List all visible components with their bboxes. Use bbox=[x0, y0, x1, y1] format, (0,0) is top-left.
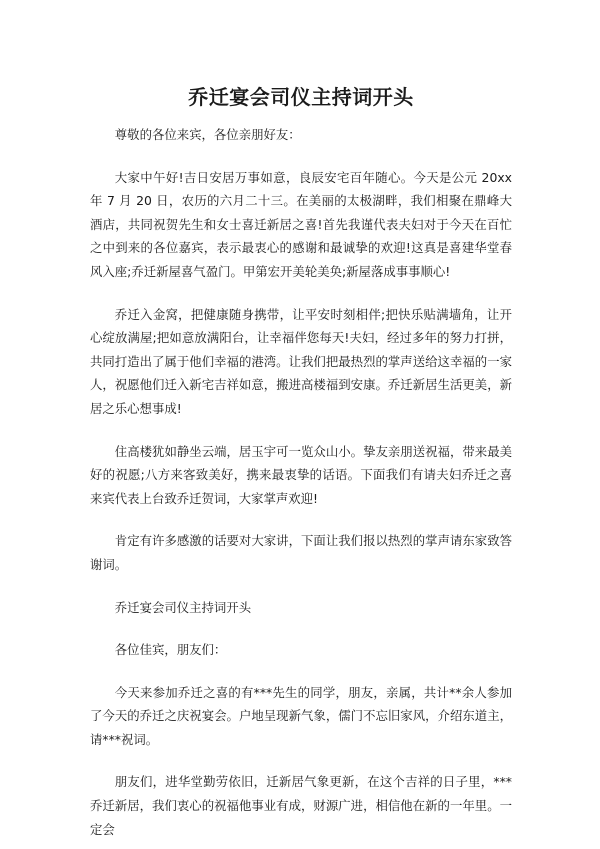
body-paragraph: 乔迁入金窝，把健康随身携带，让平安时刻相伴;把快乐贴满墙角，让开心绽放满屋;把如意放满阳台，让幸福伴您每天!夫妇，经过多年的努力打拼，共同打造出了属于他们幸福的港湾。让我们把最热烈的掌声送给这幸福的一家人，祝愿他们迁入新宅吉祥如意，搬进高楼福到安康。乔迁新居生活更美，新居之乐心想事成! bbox=[90, 306, 512, 416]
document-title: 乔迁宴会司仪主持词开头 bbox=[188, 85, 414, 109]
body-paragraph: 朋友们，进华堂勤劳依旧，迁新居气象更新，在这个吉祥的日子里，***乔迁新居，我们衷心的祝福他事业有成，财源广进，相信他在新的一年里。一定会 bbox=[90, 774, 512, 837]
section-heading-paragraph: 乔迁宴会司仪主持词开头 bbox=[114, 599, 252, 615]
body-paragraph: 大家中午好!吉日安居万事如意，良辰安宅百年随心。今天是公元 20xx 年 7 月 20 日，农历的六月二十三。在美丽的太极湖畔，我们相聚在鼎峰大酒店，共同祝贺先生和女士喜迁新居之喜!首先我谨代表夫妇对于今天在百忙之中到来的各位嘉宾，表示最衷心的感谢和最诚挚的欢迎!这真是喜建华堂春风入座;乔迁新屋喜气盈门。甲第宏开美轮美奂;新屋落成事事顺心! bbox=[90, 169, 512, 279]
body-paragraph: 肯定有许多感激的话要对大家讲，下面让我们报以热烈的掌声请东家致答谢词。 bbox=[90, 533, 512, 572]
body-paragraph: 今天来参加乔迁之喜的有***先生的同学，朋友，亲属，共计**余人参加了今天的乔迁之庆祝宴会。户地呈现新气象，儒门不忘旧家风，介绍东道主，请***祝词。 bbox=[90, 684, 512, 747]
body-paragraph: 住高楼犹如静坐云端，居玉宇可一览众山小。挚友亲朋送祝福，带来最美好的祝愿;八方来客致美好，携来最衷挚的话语。下面我们有请夫妇乔迁之喜来宾代表上台致乔迁贺词，大家掌声欢迎! bbox=[90, 443, 512, 506]
greeting-paragraph: 各位佳宾，朋友们： bbox=[114, 642, 227, 658]
greeting-paragraph: 尊敬的各位来宾，各位亲朋好友： bbox=[114, 127, 301, 142]
